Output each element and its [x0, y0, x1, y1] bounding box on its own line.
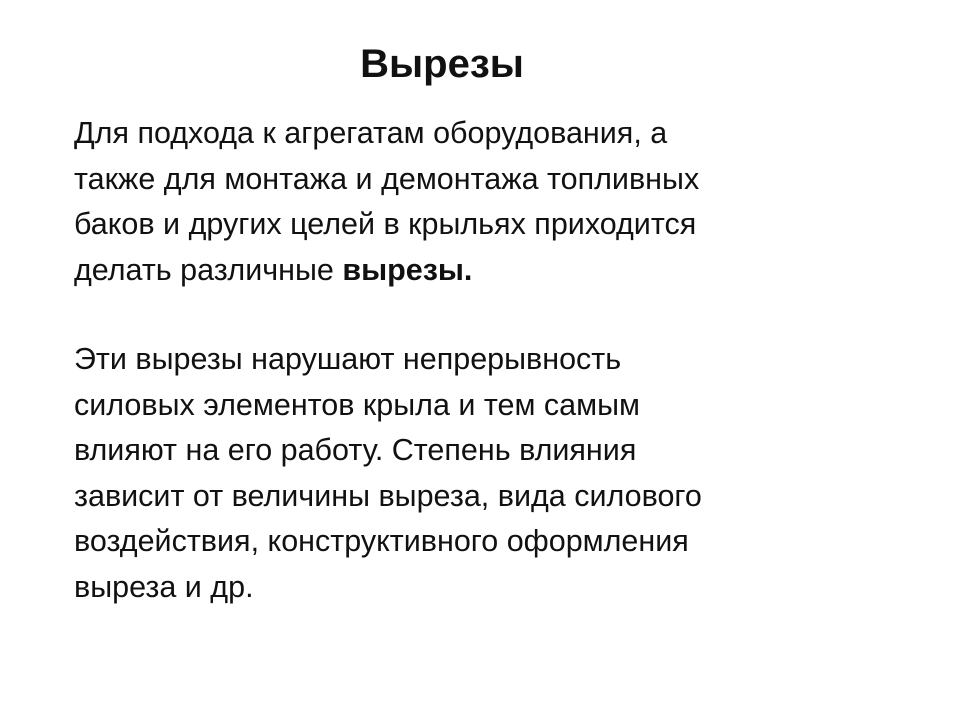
paragraph-2-line-2: силовых элементов крыла и тем самым: [74, 387, 641, 422]
emphasized-term: вырезы.: [342, 252, 473, 287]
paragraph-1-line-3: баков и других целей в крыльях приходится: [74, 207, 697, 241]
paragraph-1-line-4: [74, 248, 874, 294]
paragraph-1-line-1: Для подхода к агрегатам оборудования, а: [74, 116, 668, 150]
paragraph-1-line-4-text: делать различные: [74, 252, 343, 287]
paragraph-2: [74, 337, 874, 610]
slide-body: [74, 111, 874, 610]
paragraph-2-line-3: влияют на его работу. Степень влияния: [74, 433, 637, 467]
paragraph-1-line-2: также для монтажа и демонтажа топливных: [74, 161, 700, 196]
paragraph-2-line-6: выреза и др.: [74, 569, 254, 604]
paragraph-2-line-1: Эти вырезы нарушают непрерывность: [74, 342, 622, 376]
slide-title: Вырезы: [360, 42, 524, 86]
paragraph-1: [74, 111, 874, 293]
paragraph-2-line-4: зависит от величины выреза, вида силового: [74, 478, 702, 513]
paragraph-2-line-5: воздействия, конструктивного оформления: [74, 524, 689, 558]
